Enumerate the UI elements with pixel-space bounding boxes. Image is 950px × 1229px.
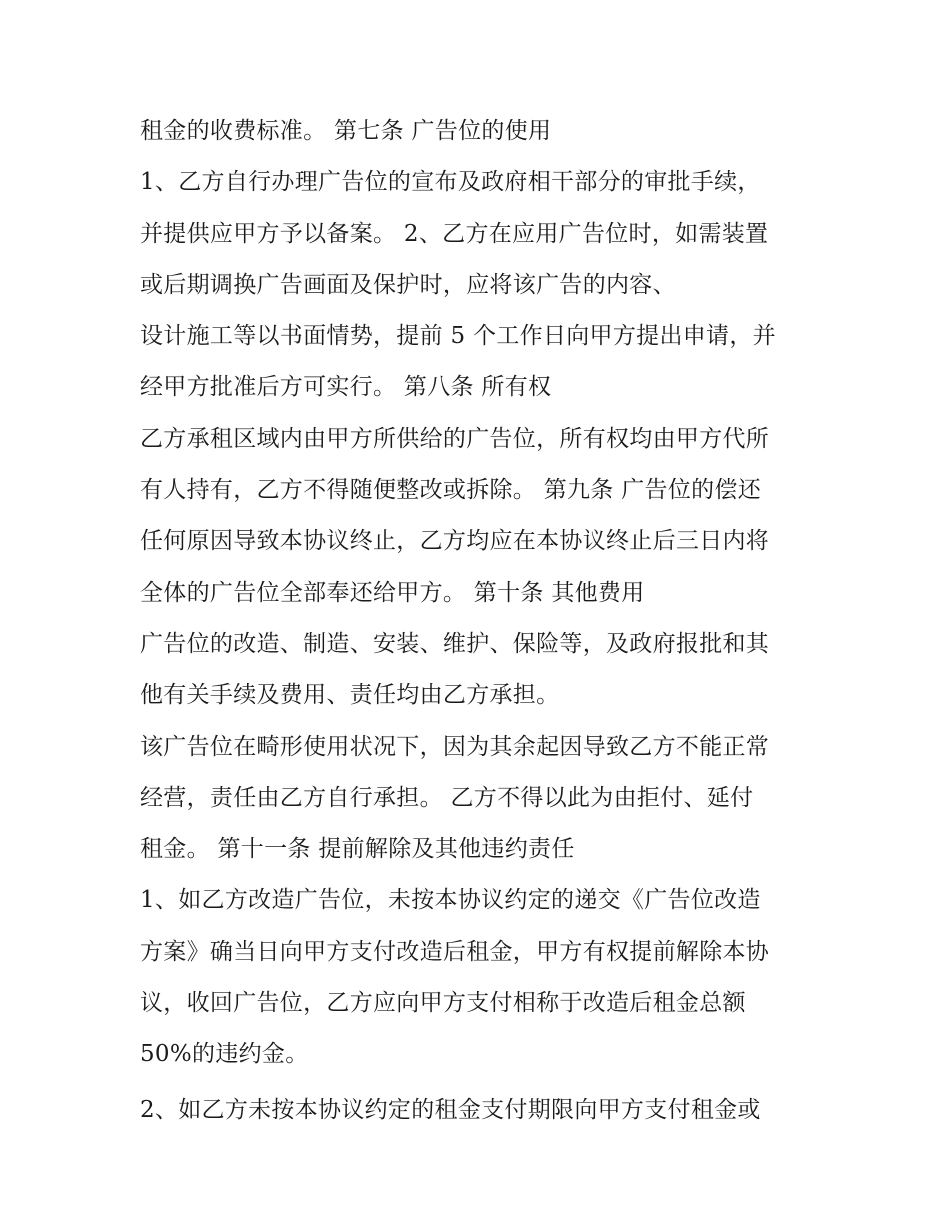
text-line: 该广告位在畸形使用状况下，因为其余起因导致乙方不能正常 — [140, 733, 770, 760]
text-line: 议，收回广告位，乙方应向甲方支付相称于改造后租金总额 — [140, 990, 746, 1017]
text-line: 经营，责任由乙方自行承担。 乙方不得以此为由拒付、延付 — [140, 784, 754, 811]
text-line: 他有关手续及费用、责任均由乙方承担。 — [140, 682, 560, 709]
text-line: 1、乙方自行办理广告位的宣布及政府相干部分的审批手续， — [140, 169, 761, 196]
text-line: 设计施工等以书面情势，提前 5 个工作日向甲方提出申请，并 — [140, 323, 776, 350]
text-line: 任何原因导致本协议终止，乙方均应在本协议终止后三日内将 — [140, 528, 770, 555]
text-line: 广告位的改造、制造、安装、维护、保险等，及政府报批和其 — [140, 630, 770, 657]
text-line: 并提供应甲方予以备案。 2、乙方在应用广告位时，如需装置 — [140, 220, 769, 247]
text-line: 方案》确当日向甲方支付改造后租金，甲方有权提前解除本协 — [140, 938, 770, 965]
text-line: 或后期调换广告画面及保护时，应将该广告的内容、 — [140, 271, 676, 298]
text-line: 全体的广告位全部奉还给甲方。 第十条 其他费用 — [140, 579, 645, 606]
text-line: 租金。 第十一条 提前解除及其他违约责任 — [140, 836, 575, 863]
text-line: 乙方承租区域内由甲方所供给的广告位，所有权均由甲方代所 — [140, 425, 770, 452]
text-line: 1、如乙方改造广告位，未按本协议约定的递交《广告位改造 — [140, 887, 761, 914]
document-body — [140, 106, 840, 1136]
text-line: 有人持有，乙方不得随便整改或拆除。 第九条 广告位的偿还 — [140, 477, 762, 504]
text-line: 2、如乙方未按本协议约定的租金支付期限向甲方支付租金或 — [140, 1096, 761, 1123]
text-line: 50%的违约金。 — [140, 1041, 309, 1068]
text-line: 经甲方批准后方可实行。 第八条 所有权 — [140, 374, 552, 401]
text-line: 租金的收费标准。 第七条 广告位的使用 — [140, 118, 552, 144]
